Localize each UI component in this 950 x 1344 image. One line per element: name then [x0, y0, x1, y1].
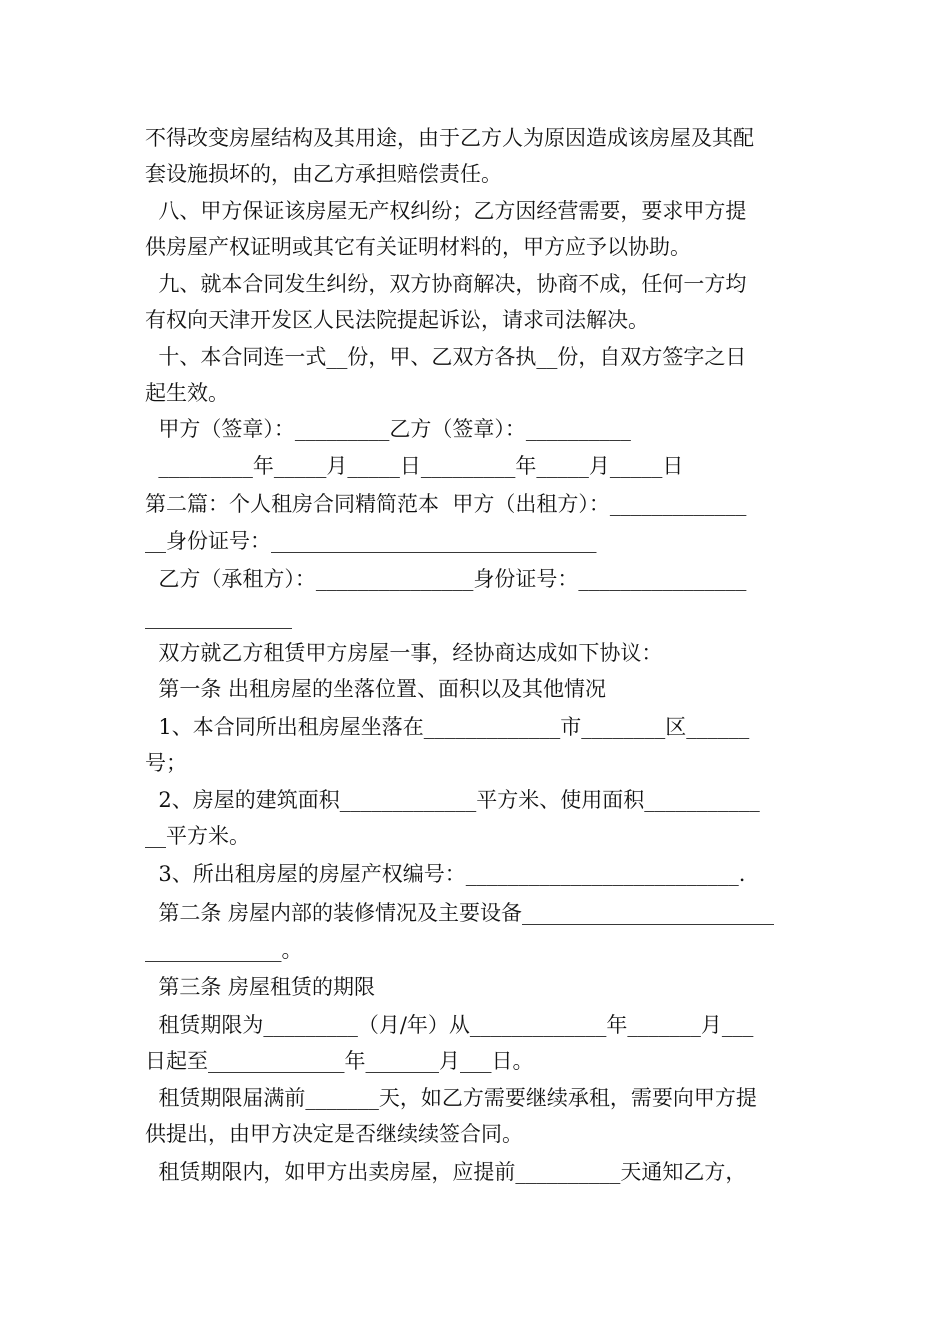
text-line: 租赁期限内，如甲方出卖房屋，应提前__________天通知乙方， [145, 1160, 747, 1184]
text-line: __平方米。 [145, 824, 250, 848]
section-heading: 第二篇：个人租房合同精简范本 甲方（出租方）：_____________ [145, 492, 747, 516]
text-line: 2、房屋的建筑面积_____________平方米、使用面积___________ [145, 788, 760, 812]
text-line: 双方就乙方租赁甲方房屋一事，经协商达成如下协议： [145, 641, 663, 665]
text-line: 乙方（承租方）：_______________身份证号：________________ [145, 567, 747, 591]
text-line: 供提出，由甲方决定是否继续续签合同。 [145, 1122, 523, 1146]
text-line: 租赁期限为_________（月/年）从_____________年_______月___ [145, 1013, 754, 1037]
article-heading: 第三条 房屋租赁的期限 [145, 975, 376, 999]
text-line: 十、本合同连一式__份，甲、乙双方各执__份，自双方签字之日 [145, 345, 747, 369]
text-line: 有权向天津开发区人民法院提起诉讼，请求司法解决。 [145, 308, 649, 332]
text-line: 1、本合同所出租房屋坐落在_____________市________区______ [145, 715, 750, 739]
text-line: 不得改变房屋结构及其用途，由于乙方人为原因造成该房屋及其配 [145, 126, 754, 150]
text-line: _____________。 [145, 938, 303, 962]
date-line: _________年_____月_____日_________年_____月_____日 [145, 454, 684, 478]
signature-line: 甲方（签章）：_________乙方（签章）：__________ [145, 417, 631, 441]
text-line: 日起至_____________年_______月___日。 [145, 1049, 534, 1073]
article-heading: 第一条 出租房屋的坐落位置、面积以及其他情况 [145, 677, 607, 701]
text-line: 九、就本合同发生纠纷，双方协商解决，协商不成，任何一方均 [145, 272, 747, 296]
text-line: 起生效。 [145, 381, 229, 405]
text-line: ______________ [145, 605, 292, 629]
text-line: 3、所出租房屋的房屋产权编号：__________________________. [145, 862, 746, 886]
article-heading: 第二条 房屋内部的装修情况及主要设备________________________ [145, 901, 775, 925]
text-line: 套设施损坏的，由乙方承担赔偿责任。 [145, 162, 502, 186]
text-line: 租赁期限届满前_______天，如乙方需要继续承租，需要向甲方提 [145, 1086, 757, 1110]
text-line: 供房屋产权证明或其它有关证明材料的，甲方应予以协助。 [145, 235, 691, 259]
text-line: 八、甲方保证该房屋无产权纠纷；乙方因经营需要，要求甲方提 [145, 199, 747, 223]
text-line: __身份证号：_______________________________ [145, 529, 597, 553]
text-line: 号； [145, 751, 187, 775]
